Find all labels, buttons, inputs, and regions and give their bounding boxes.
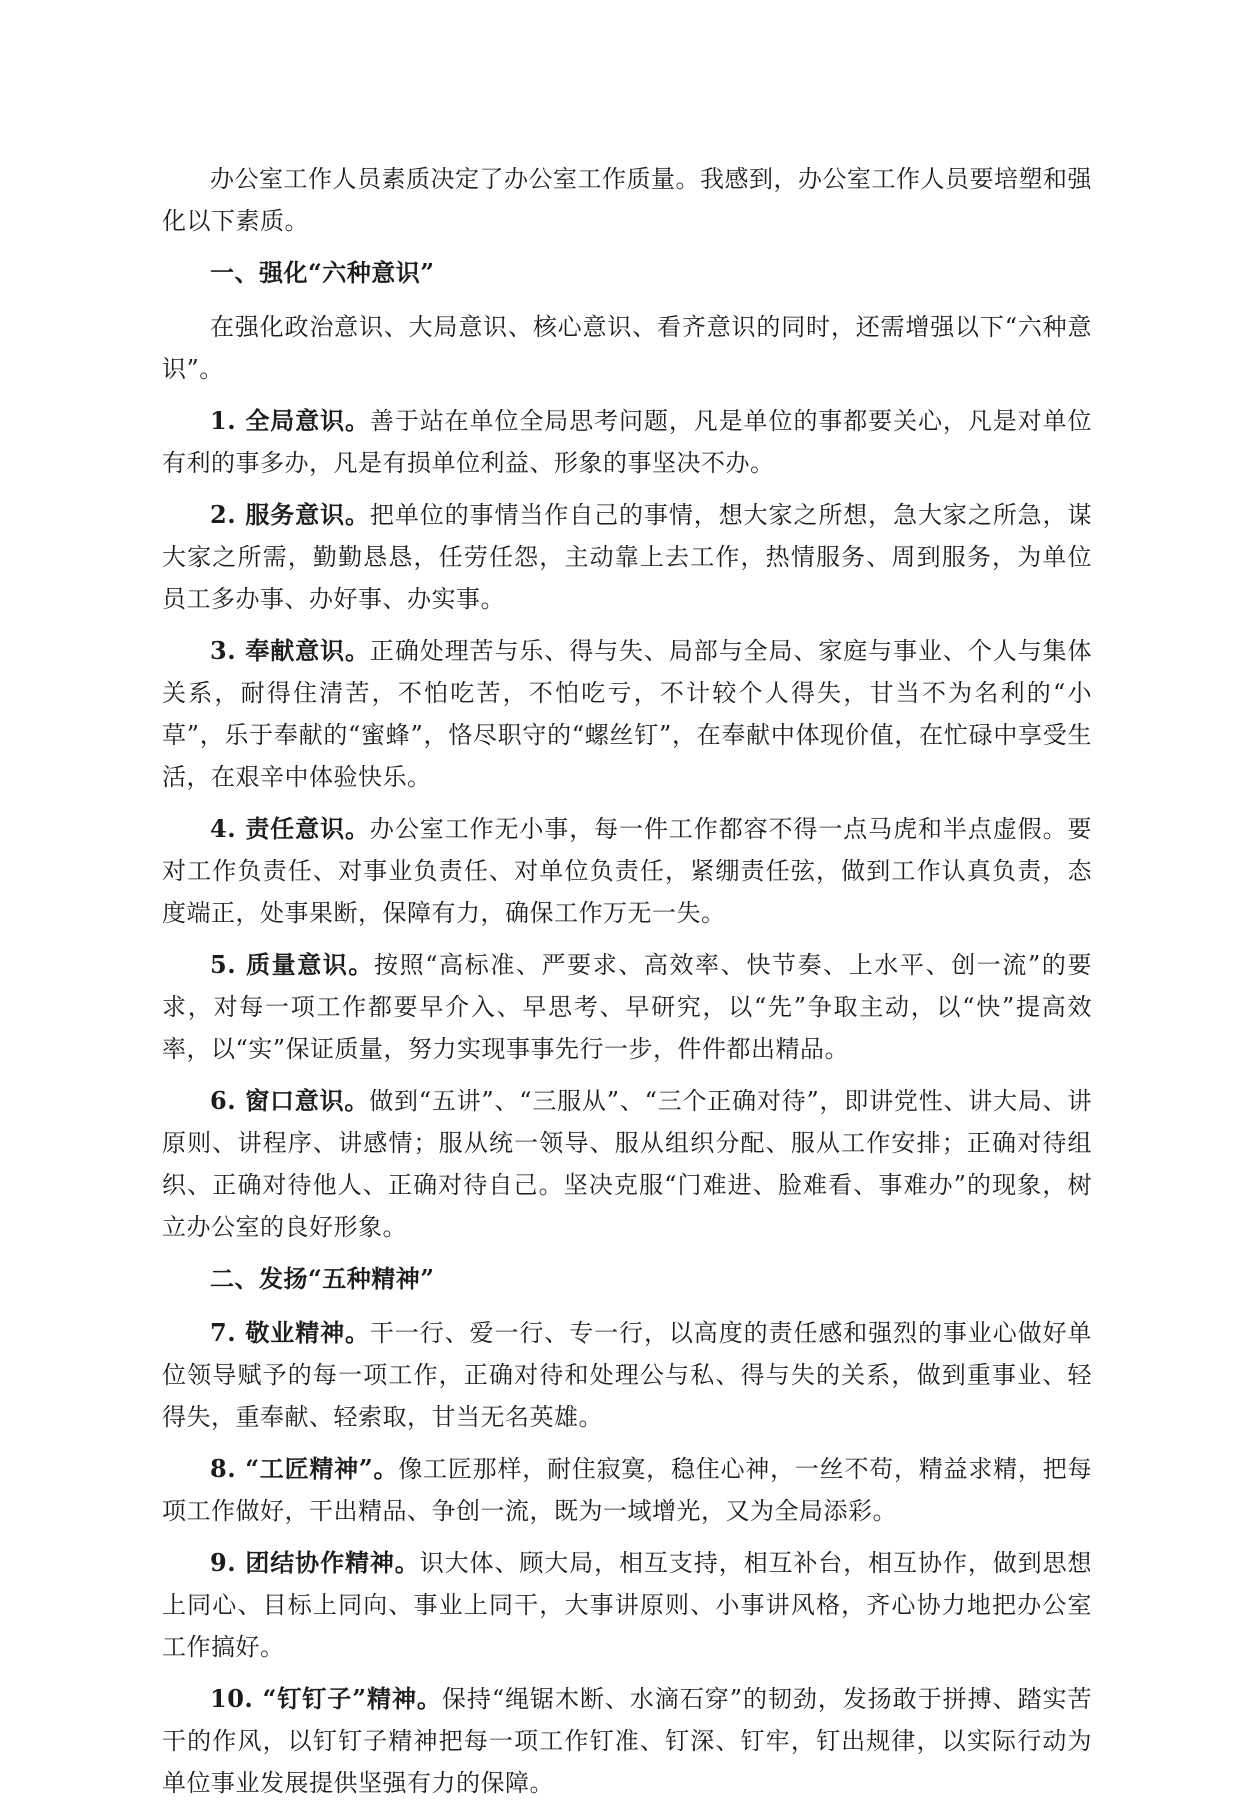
list-item xyxy=(162,1448,1092,1532)
item-title: 3. 奉献意识。 xyxy=(210,636,370,665)
item-text: 做到“五讲”、“三服从”、“三个正确对待”，即讲党性、讲大局、讲原则、讲程序、讲感情；服从统一领导、服从组织分配、服从工作安排；正确对待组织、正确对待他人、正确对待自己。坚决克服“门难进、脸难看、事难办”的现象，树立办公室的良好形象。 xyxy=(162,1087,1092,1241)
list-item xyxy=(162,944,1092,1070)
document-page xyxy=(162,158,1092,1814)
list-item xyxy=(162,808,1092,934)
item-text: 正确处理苦与乐、得与失、局部与全局、家庭与事业、个人与集体关系，耐得住清苦，不怕吃苦，不怕吃亏，不计较个人得失，甘当不为名利的“小草”，乐于奉献的“蜜蜂”，恪尽职守的“螺丝钉”，在奉献中体现价值，在忙碌中享受生活，在艰辛中体验快乐。 xyxy=(162,637,1092,791)
item-text: 办公室工作无小事，每一件工作都容不得一点马虎和半点虚假。要对工作负责任、对事业负责任、对单位负责任，紧绷责任弦，做到工作认真负责，态度端正，处事果断，保障有力，确保工作万无一失。 xyxy=(162,815,1092,927)
item-text: 像工匠那样，耐住寂寞，稳住心神，一丝不苟，精益求精，把每项工作做好，干出精品、争创一流，既为一域增光，又为全局添彩。 xyxy=(162,1455,1093,1525)
list-item xyxy=(162,1312,1092,1438)
list-item xyxy=(162,400,1092,484)
item-text: 识大体、顾大局，相互支持，相互补台，相互协作，做到思想上同心、目标上同向、事业上同干，大事讲原则、小事讲风格，齐心协力地把办公室工作搞好。 xyxy=(162,1549,1092,1661)
list-item xyxy=(162,1678,1092,1804)
section-heading-1: 一、强化“六种意识” xyxy=(210,258,435,287)
item-title: 4. 责任意识。 xyxy=(210,814,370,843)
list-item xyxy=(162,1080,1092,1248)
item-text: 保持“绳锯木断、水滴石穿”的韧劲，发扬敢于拼搏、踏实苦干的作风，以钉钉子精神把每一项工作钉准、钉深、钉牢，钉出规律，以实际行动为单位事业发展提供坚强有力的保障。 xyxy=(162,1685,1093,1797)
list-item xyxy=(162,630,1092,798)
item-title: 7. 敬业精神。 xyxy=(210,1318,370,1347)
item-title: 8. “工匠精神”。 xyxy=(210,1454,399,1483)
item-title: 9. 团结协作精神。 xyxy=(210,1548,420,1577)
section-1-lead: 在强化政治意识、大局意识、核心意识、看齐意识的同时，还需增强以下“六种意识”。 xyxy=(162,313,1092,383)
item-text: 干一行、爱一行、专一行，以高度的责任感和强烈的事业心做好单位领导赋予的每一项工作，正确对待和处理公与私、得与失的关系，做到重事业、轻得失，重奉献、轻索取，甘当无名英雄。 xyxy=(162,1319,1092,1431)
item-title: 10. “钉钉子”精神。 xyxy=(210,1684,442,1713)
list-item xyxy=(162,494,1092,620)
item-title: 1. 全局意识。 xyxy=(210,406,370,435)
item-title: 2. 服务意识。 xyxy=(210,500,370,529)
item-text: 把单位的事情当作自己的事情，想大家之所想，急大家之所急，谋大家之所需，勤勤恳恳，任劳任怨，主动靠上去工作，热情服务、周到服务，为单位员工多办事、办好事、办实事。 xyxy=(162,501,1092,613)
item-title: 5. 质量意识。 xyxy=(210,950,375,979)
item-text: 善于站在单位全局思考问题，凡是单位的事都要关心，凡是对单位有利的事多办，凡是有损单位利益、形象的事坚决不办。 xyxy=(162,407,1092,477)
intro-paragraph: 办公室工作人员素质决定了办公室工作质量。我感到，办公室工作人员要培塑和强化以下素质。 xyxy=(162,165,1092,235)
list-item xyxy=(162,1542,1092,1668)
item-title: 6. 窗口意识。 xyxy=(210,1086,370,1115)
item-text: 按照“高标准、严要求、高效率、快节奏、上水平、创一流”的要求，对每一项工作都要早介入、早思考、早研究，以“先”争取主动，以“快”提高效率，以“实”保证质量，努力实现事事先行一步，件件都出精品。 xyxy=(162,951,1092,1063)
section-heading-2: 二、发扬“五种精神” xyxy=(210,1264,435,1293)
